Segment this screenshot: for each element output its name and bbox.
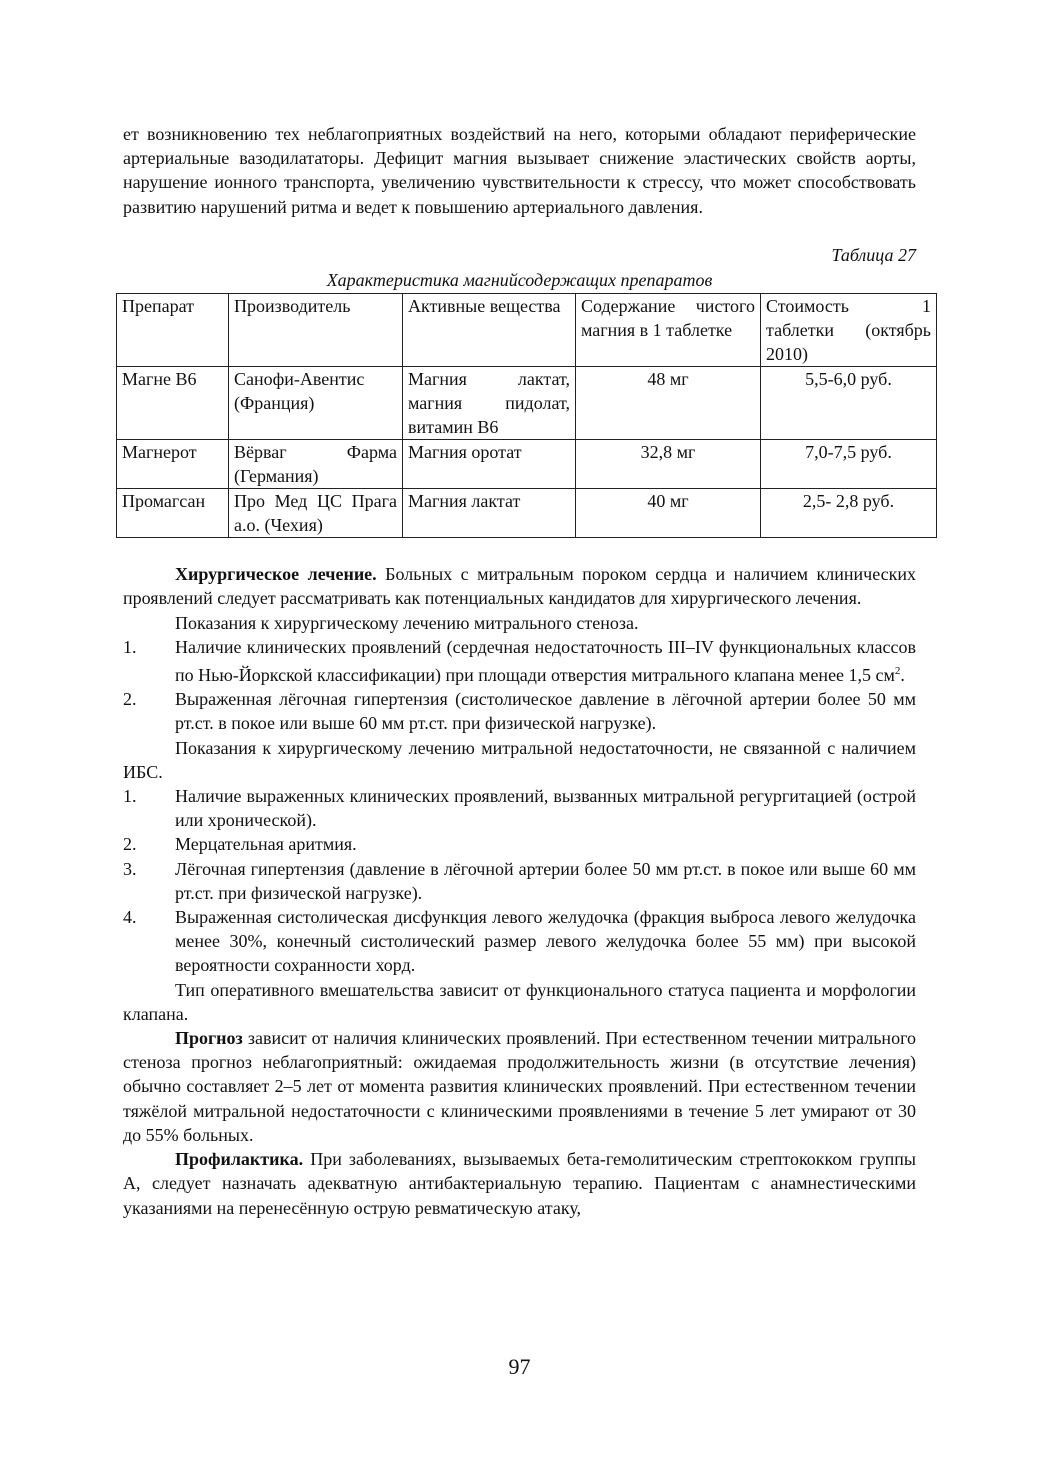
table-label: Таблица 27 bbox=[831, 244, 916, 265]
list-text: Наличие клинических проявлений (сердечная недостаточность III–IV функциональных классов по Нью-Йоркской классификации) при площади отверстия митрального клапана менее 1,5 $см^2$. bbox=[175, 636, 916, 686]
table-row bbox=[117, 440, 937, 489]
table-cell: Магния лактат bbox=[403, 489, 576, 538]
surgery-paragraph bbox=[123, 562, 916, 610]
intro-paragraph: ет возникновению тех неблагоприятных воздействий на него, которыми обладают периферические артериальные вазодилататоры. Дефицит магния вызывает снижение эластических свойств аорты, нарушение ионного транспорта, увеличению чувствительности к стрессу, что может способствовать развитию нарушений ритма и ведет к повышению артериального давления. bbox=[123, 124, 916, 217]
table-cell: Магния лактат, магния пидолат, витамин В6 bbox=[403, 367, 576, 440]
superscript: 2 bbox=[894, 665, 901, 678]
list-text: Наличие выраженных клинических проявлений, вызванных митральной регургитацией (острой или хронической). bbox=[175, 786, 916, 831]
table-cell: Магнерот bbox=[117, 440, 229, 489]
table-cell: Про Мед ЦС Прага а.о. (Чехия) bbox=[229, 489, 403, 538]
table-header: Активные вещества bbox=[403, 294, 576, 367]
table-header: Содержание чистого магния в 1 таблетке bbox=[576, 294, 761, 367]
table-cell: Магне В6 bbox=[117, 367, 229, 440]
table-header: Стоимость 1 таблетки (октябрь 2010) bbox=[761, 294, 937, 367]
insufficiency-intro: Показания к хирургическому лечению митральной недостаточности, не связанной с наличием ИБС. bbox=[123, 737, 916, 782]
table-cell: Санофи-Авентис (Франция) bbox=[229, 367, 403, 440]
table-cell: 32,8 мг bbox=[576, 440, 761, 489]
list-number: 2. bbox=[123, 689, 137, 710]
prevention-heading: Профилактика. bbox=[175, 1149, 304, 1170]
table-cell: 5,5-6,0 руб. bbox=[761, 367, 937, 440]
magnesium-table bbox=[116, 293, 937, 538]
list-number: 2. bbox=[123, 834, 137, 855]
list-number: 1. bbox=[123, 786, 137, 807]
table-cell: Промагсан bbox=[117, 489, 229, 538]
surgery-text: Больных с митральным пороком сердца и наличием клинических проявлений следует рассматривать как потенциальных кандидатов для хирургического лечения. bbox=[123, 564, 917, 609]
intervention-paragraph: Тип оперативного вмешательства зависит от функционального статуса пациента и морфологии клапана. bbox=[123, 979, 916, 1024]
prevention-text: При заболеваниях, вызываемых бета-гемолитическим стрептококком группы А, следует назначать адекватную антибактериальную терапию. Пациентам с анамнестическими указаниями на перенесённую острую ревматическую атаку, bbox=[123, 1149, 916, 1218]
list-text: Мерцательная аритмия. bbox=[175, 834, 357, 855]
table-header: Производитель bbox=[229, 294, 403, 367]
list-number: 3. bbox=[123, 858, 137, 879]
list-text: Лёгочная гипертензия (давление в лёгочной артерии более 50 мм рт.ст. в покое или выше 60 мм рт.ст. при физической нагрузке). bbox=[175, 858, 916, 903]
prognosis-heading: Прогноз bbox=[175, 1028, 243, 1049]
table-cell: 7,0-7,5 руб. bbox=[761, 440, 937, 489]
list-item bbox=[123, 832, 916, 856]
table-cell: Магния оротат bbox=[403, 440, 576, 489]
list-item bbox=[123, 687, 916, 735]
list-item bbox=[123, 784, 916, 832]
table-header-row bbox=[117, 294, 937, 367]
list-item bbox=[123, 857, 916, 905]
stenosis-intro: Показания к хирургическому лечению митрального стеноза. bbox=[175, 612, 639, 633]
table-header: Препарат bbox=[117, 294, 229, 367]
list-text: Выраженная лёгочная гипертензия (систолическое давление в лёгочной артерии более 50 мм рт.ст. в покое или выше 60 мм рт.ст. при физической нагрузке). bbox=[175, 689, 916, 734]
surgery-heading: Хирургическое лечение. bbox=[175, 564, 377, 585]
table-row bbox=[117, 489, 937, 538]
table-title: Характеристика магнийсодержащих препаратов bbox=[326, 270, 713, 291]
page-content bbox=[122, 122, 931, 1220]
table-cell: 2,5- 2,8 руб. bbox=[761, 489, 937, 538]
table-cell: Вёрваг Фарма (Германия) bbox=[229, 440, 403, 489]
list-item bbox=[123, 635, 916, 687]
page-number: 97 bbox=[508, 1354, 531, 1379]
prevention-paragraph bbox=[123, 1147, 916, 1220]
list-number: 4. bbox=[123, 907, 137, 928]
table-cell: 40 мг bbox=[576, 489, 761, 538]
list-item bbox=[123, 905, 916, 978]
table-row bbox=[117, 367, 937, 440]
table-cell: 48 мг bbox=[576, 367, 761, 440]
list-text: Выраженная систолическая дисфункция левого желудочка (фракция выброса левого желудочка менее 30%, конечный систолический размер левого желудочка более 55 мм) при высокой вероятности сохранности хорд. bbox=[175, 907, 916, 976]
list-number: 1. bbox=[123, 636, 137, 657]
prognosis-paragraph bbox=[123, 1026, 916, 1147]
prognosis-text: зависит от наличия клинических проявлений. При естественном течении митрального стеноза прогноз неблагоприятный: ожидаемая продолжительность жизни (в отсутствие лечения) обычно составляет 2–5 лет от момента развития клинических проявлений. При естественном течении тяжёлой митральной недостаточности с клиническими проявлениями в течение 5 лет умирают от 30 до 55% больных. bbox=[123, 1028, 916, 1145]
